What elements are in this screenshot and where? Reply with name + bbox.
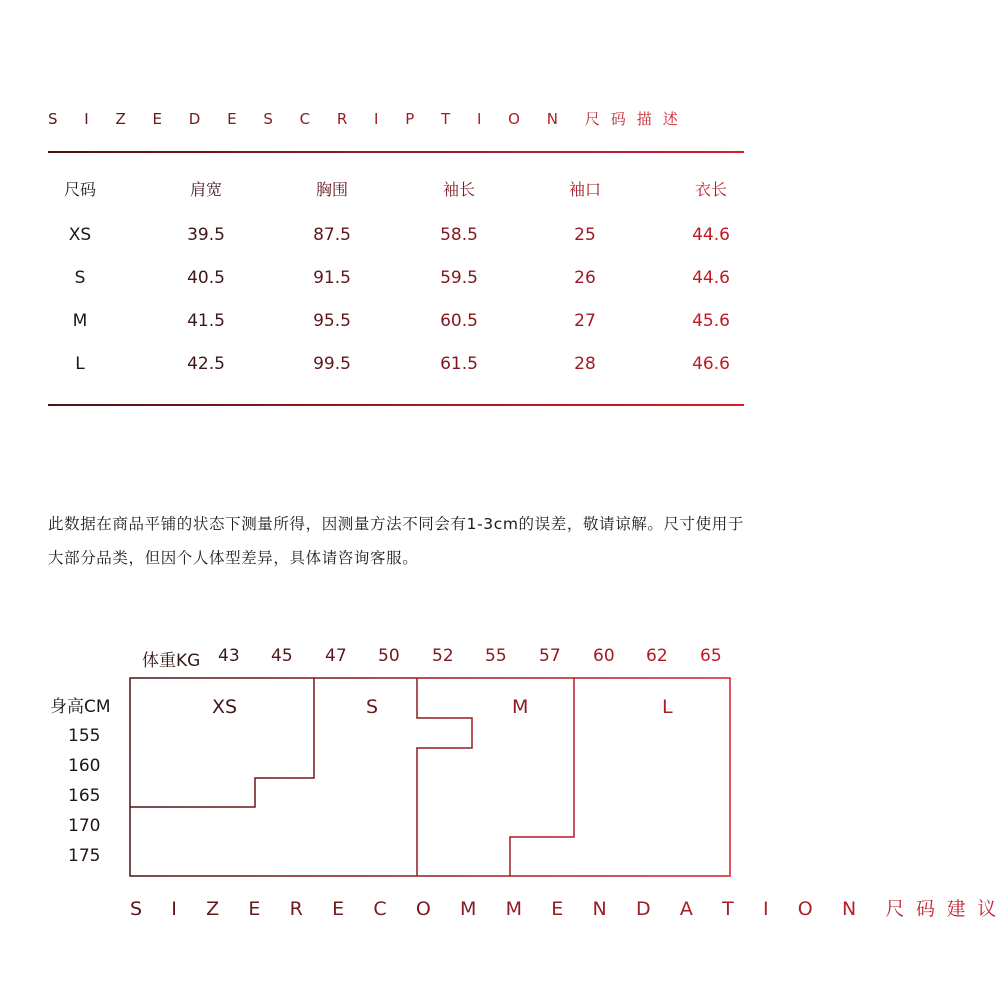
zone-label-s: S xyxy=(366,696,379,718)
table-cell: 25 xyxy=(574,225,596,245)
table-cell: 46.6 xyxy=(692,354,730,374)
table-cell: 59.5 xyxy=(440,268,478,288)
measurement-note: 此数据在商品平铺的状态下测量所得，因测量方法不同会有1-3cm的误差，敬请谅解。尺寸使用于大部分品类，但因个人体型差异，具体请咨询客服。 xyxy=(48,515,744,567)
table-cell: 60.5 xyxy=(440,311,478,331)
table-cell: 44.6 xyxy=(692,268,730,288)
zone-label-xs: XS xyxy=(212,696,238,718)
table-cell: 39.5 xyxy=(187,225,225,245)
table-cell: XS xyxy=(68,225,92,245)
table-cell: 26 xyxy=(574,268,596,288)
table-cell: 58.5 xyxy=(440,225,478,245)
table-cell: 41.5 xyxy=(187,311,225,331)
zone-label-l: L xyxy=(662,696,673,718)
weight-tick: 65 xyxy=(700,646,722,666)
table-cell: 91.5 xyxy=(313,268,351,288)
height-tick: 165 xyxy=(68,786,101,806)
weight-tick: 50 xyxy=(378,646,400,666)
table-cell: 95.5 xyxy=(313,311,351,331)
header-size: 尺码 xyxy=(63,180,96,199)
weight-tick: 45 xyxy=(271,646,293,666)
table-cell: 61.5 xyxy=(440,354,478,374)
weight-label: 体重KG xyxy=(142,651,201,671)
table-cell: S xyxy=(74,268,86,288)
weight-tick: 47 xyxy=(325,646,347,666)
zone-label-m: M xyxy=(512,696,529,718)
table-cell: 45.6 xyxy=(692,311,730,331)
weight-tick: 43 xyxy=(218,646,240,666)
table-cell: 99.5 xyxy=(313,354,351,374)
size-recommendation-heading: S I Z E R E C O M M E N D A T I O N 尺码建议 xyxy=(130,894,1008,921)
height-tick: 175 xyxy=(68,846,101,866)
size-description-heading: S I Z E D E S C R I P T I O N 尺码描述 xyxy=(48,110,689,128)
table-cell: 42.5 xyxy=(187,354,225,374)
header-shoulder: 肩宽 xyxy=(189,180,222,199)
header-length: 衣长 xyxy=(694,180,727,199)
table-cell: M xyxy=(72,311,88,331)
header-chest: 胸围 xyxy=(315,180,348,199)
table-cell: 27 xyxy=(574,311,596,331)
table-cell: 40.5 xyxy=(187,268,225,288)
height-tick: 170 xyxy=(68,816,101,836)
header-cuff: 袖口 xyxy=(568,180,601,199)
header-sleeve: 袖长 xyxy=(442,180,475,199)
table-cell: 87.5 xyxy=(313,225,351,245)
table-cell: 44.6 xyxy=(692,225,730,245)
weight-tick: 57 xyxy=(539,646,561,666)
weight-tick: 62 xyxy=(646,646,668,666)
weight-tick: 52 xyxy=(432,646,454,666)
height-label: 身高CM xyxy=(50,697,111,717)
table-cell: 28 xyxy=(574,354,596,374)
height-tick: 155 xyxy=(68,726,101,746)
height-tick: 160 xyxy=(68,756,101,776)
boundary-s-m xyxy=(417,678,472,876)
table-cell: L xyxy=(75,354,85,374)
weight-tick: 60 xyxy=(593,646,615,666)
weight-tick: 55 xyxy=(485,646,507,666)
